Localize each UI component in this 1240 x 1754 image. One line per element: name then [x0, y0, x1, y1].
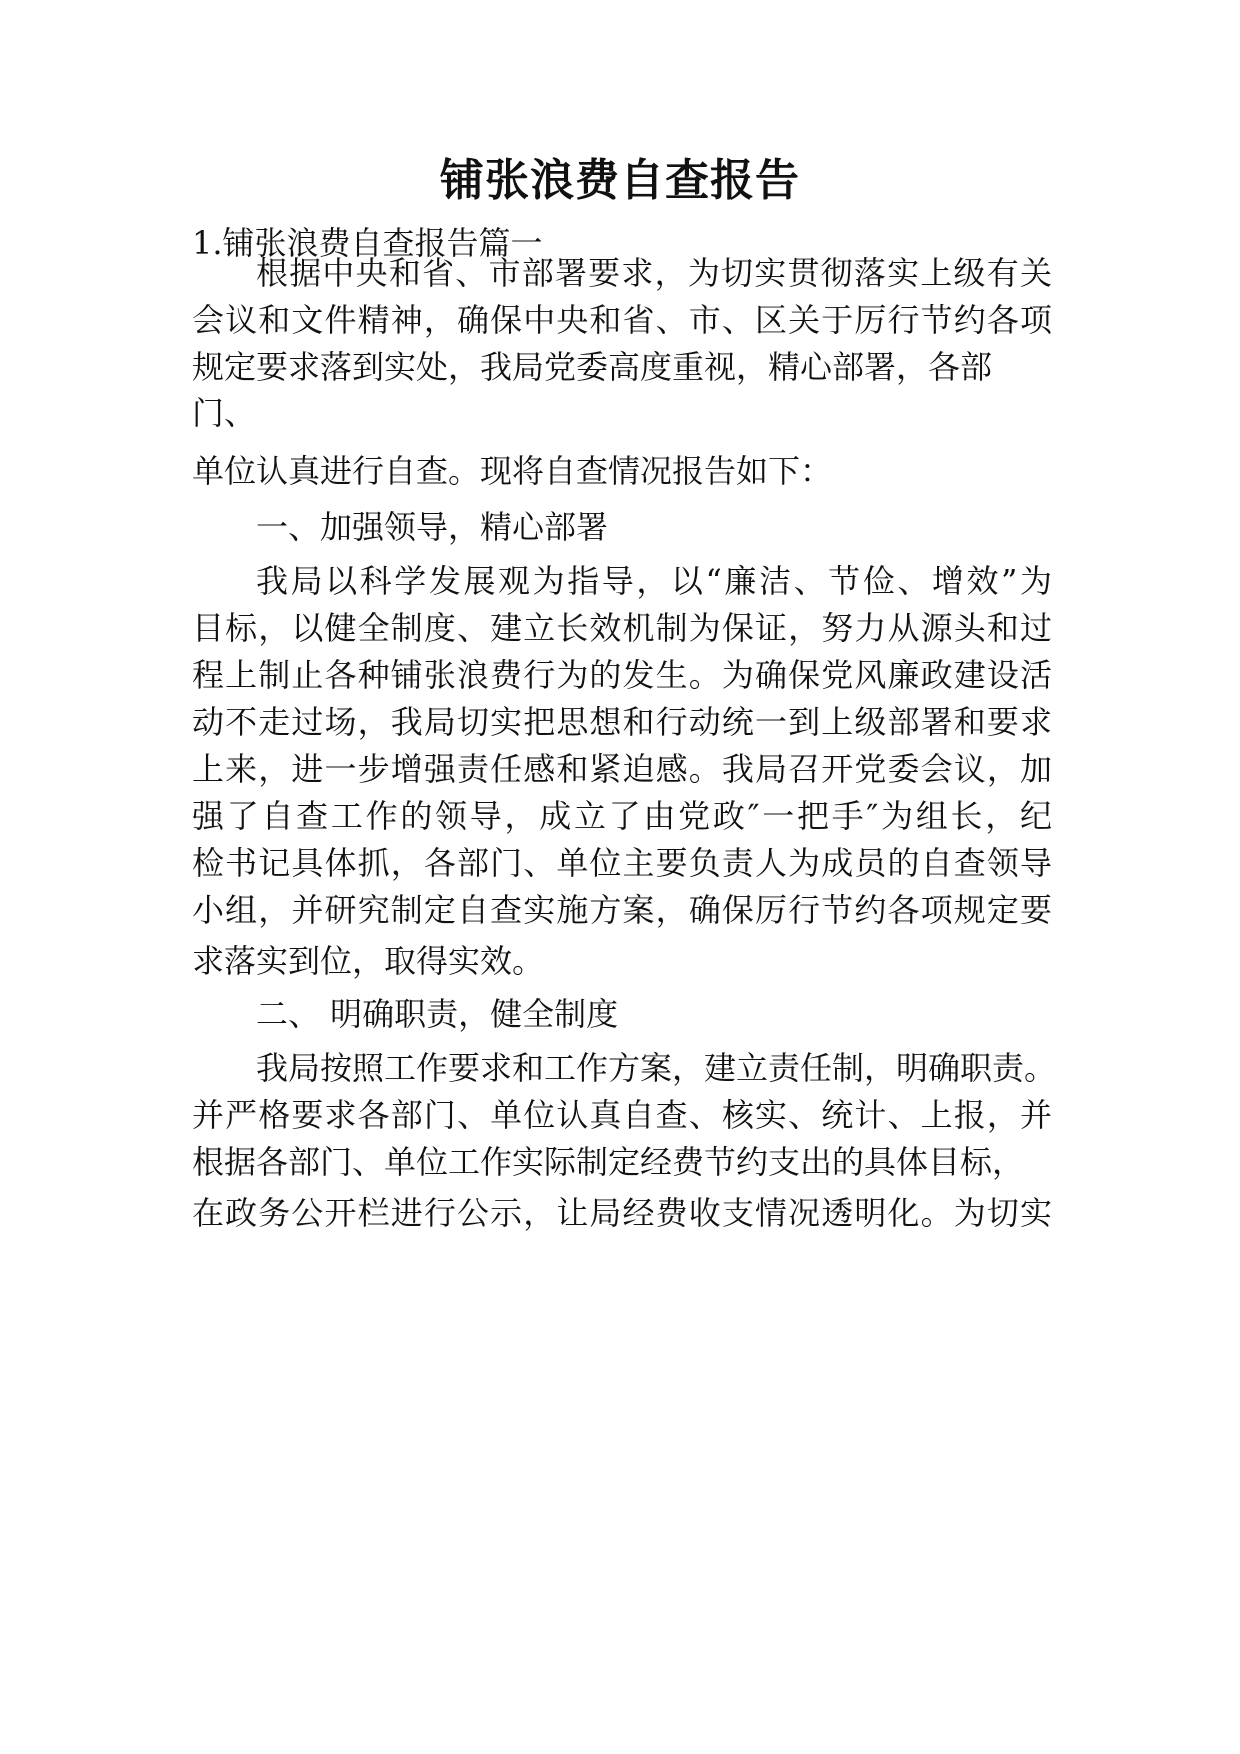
- subsection-heading: 二、 明确职责，健全制度: [256, 995, 619, 1033]
- paragraph-line: 程上制止各种铺张浪费行为的发生。为确保党风廉政建设活: [192, 656, 1052, 694]
- paragraph-line: 门、: [192, 394, 257, 432]
- paragraph-line: 并严格要求各部门、单位认真自查、核实、统计、上报，并: [192, 1096, 1052, 1134]
- document-title: 铺张浪费自查报告: [440, 155, 800, 206]
- paragraph-line: 检书记具体抓，各部门、单位主要负责人为成员的自查领导: [192, 844, 1052, 882]
- paragraph-line: 求落实到位，取得实效。: [192, 942, 545, 980]
- paragraph-line: 我局按照工作要求和工作方案，建立责任制，明确职责。: [256, 1049, 1057, 1087]
- paragraph-line: 规定要求落到实处，我局党委高度重视，精心部署，各部: [192, 348, 993, 386]
- paragraph-line: 上来，进一步增强责任感和紧迫感。我局召开党委会议，加: [192, 750, 1052, 788]
- paragraph-line: 目标，以健全制度、建立长效机制为保证，努力从源头和过: [192, 609, 1052, 647]
- subsection-heading: 一、加强领导，精心部署: [256, 508, 609, 546]
- paragraph-line: 小组，并研究制定自查实施方案，确保厉行节约各项规定要: [192, 891, 1052, 929]
- section-heading: 1.铺张浪费自查报告篇一: [192, 224, 543, 262]
- paragraph-line: 根据各部门、单位工作实际制定经费节约支出的具体目标，: [192, 1143, 1025, 1181]
- paragraph-line: 在政务公开栏进行公示，让局经费收支情况透明化。为切实: [192, 1194, 1052, 1232]
- paragraph-line: 会议和文件精神，确保中央和省、市、区关于厉行节约各项: [192, 301, 1052, 339]
- paragraph-line: 单位认真进行自查。现将自查情况报告如下：: [192, 452, 833, 490]
- paragraph-line: 根据中央和省、市部署要求，为切实贯彻落实上级有关: [256, 254, 1052, 292]
- paragraph-line: 我局以科学发展观为指导，以“廉洁、节俭、增效”为: [256, 562, 1052, 600]
- paragraph-line: 动不走过场，我局切实把思想和行动统一到上级部署和要求: [192, 703, 1052, 741]
- paragraph-line: 强了自查工作的领导，成立了由党政″一把手″为组长，纪: [192, 797, 1052, 835]
